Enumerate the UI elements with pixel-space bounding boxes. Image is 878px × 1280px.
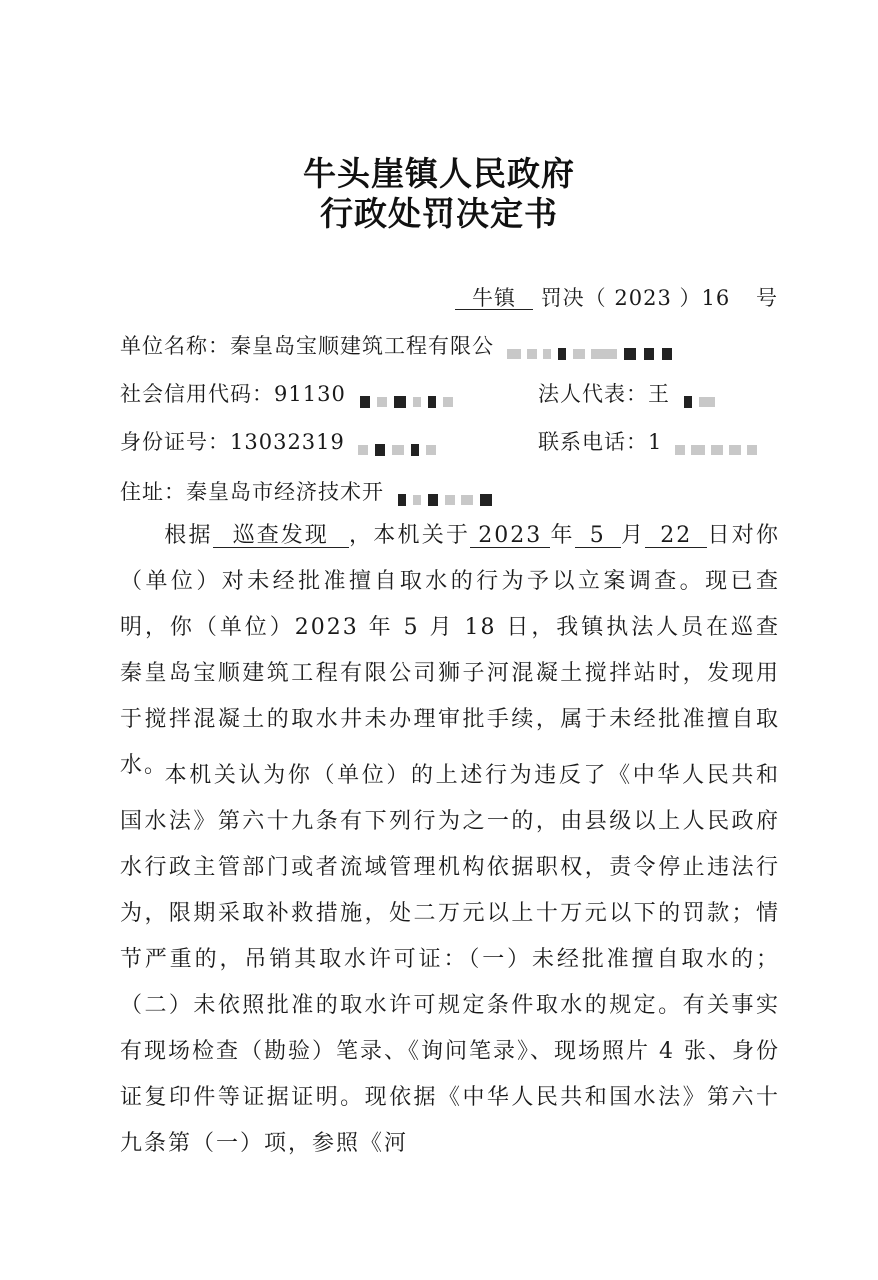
id-number-label: 身份证号： (120, 430, 230, 454)
credit-code-value: 91130 (274, 382, 346, 406)
redaction-mark (672, 437, 760, 451)
doc-number-year: 2023 (614, 286, 672, 310)
doc-number-close: ）16 (679, 286, 731, 310)
redaction-mark (355, 437, 439, 451)
para1-month-unit: 月 (620, 523, 646, 548)
para1-day: 22 (645, 524, 707, 548)
address-row (120, 476, 496, 506)
id-number-value: 13032319 (230, 430, 345, 454)
legal-rep-row (538, 378, 718, 408)
credit-code-label: 社会信用代码： (120, 382, 274, 406)
legal-rep-value: 王 (648, 382, 670, 406)
para1-mid: ，本机关于 (348, 523, 471, 548)
id-number-row (120, 426, 439, 456)
legal-rep-label: 法人代表： (538, 382, 648, 406)
title-line-2: 行政处罚决定书 (320, 194, 558, 233)
doc-number-org: 牛镇 (455, 287, 533, 310)
phone-value: 1 (648, 430, 663, 454)
para1-year: 2023 (470, 524, 550, 548)
unit-name-row (120, 330, 676, 360)
para1-day-unit: 日对 (707, 523, 756, 548)
doc-number-type: 罚决（ (540, 286, 607, 310)
redaction-mark (394, 487, 496, 501)
doc-number-suffix: 号 (755, 286, 778, 310)
address-label: 住址： (120, 480, 186, 504)
redaction-mark (504, 341, 676, 355)
title-line-1: 牛头崖镇人民政府 (303, 154, 575, 193)
credit-code-row (120, 378, 456, 408)
para1-year-unit: 年 (550, 523, 575, 548)
doc-number (455, 282, 778, 312)
phone-label: 联系电话： (538, 430, 648, 454)
phone-row (538, 426, 760, 456)
paragraph-decision (120, 753, 780, 1167)
para1-source: 巡查发现 (213, 524, 349, 548)
para2-text: 本机关认为你（单位）的上述行为违反了《中华人民共和国水法》第六十九条有下列行为之一的，由县级以上人民政府水行政主管部门或者流域管理机构依据职权，责令停止违法行为，限期采取补救措施，处二万元以上十万元以下的罚款；情节严重的，吊销其取水许可证：（一）未经批准擅自取水的；（二）未依照批准的取水许可规定条件取水的规定。有关事实有现场检查（勘验）笔录、《询问笔录》、现场照片 4 张、身份证复印件等证据证明。现依据《中华人民共和国水法》第六十九条第（一）项，参照《河 (120, 763, 780, 1156)
para1-body: 你（单位）对未经批准擅自取水的行为予以立案调查。现已查明，你（单位）2023 年 5 月 18 日，我镇执法人员在巡查秦皇岛宝顺建筑工程有限公司狮子河混凝土搅拌站时，发现用于搅拌混凝土的取水井未办理审批手续，属于未经批准擅自取水。 (120, 523, 780, 778)
unit-name-value: 秦皇岛宝顺建筑工程有限公 (230, 334, 494, 358)
redaction-mark (356, 389, 456, 403)
paragraph-facts (120, 513, 780, 789)
para1-month: 5 (575, 524, 621, 548)
para1-lead: 根据 (164, 523, 213, 548)
redaction-mark (680, 389, 718, 403)
unit-name-label: 单位名称： (120, 334, 230, 358)
address-value: 秦皇岛市经济技术开 (186, 480, 384, 504)
